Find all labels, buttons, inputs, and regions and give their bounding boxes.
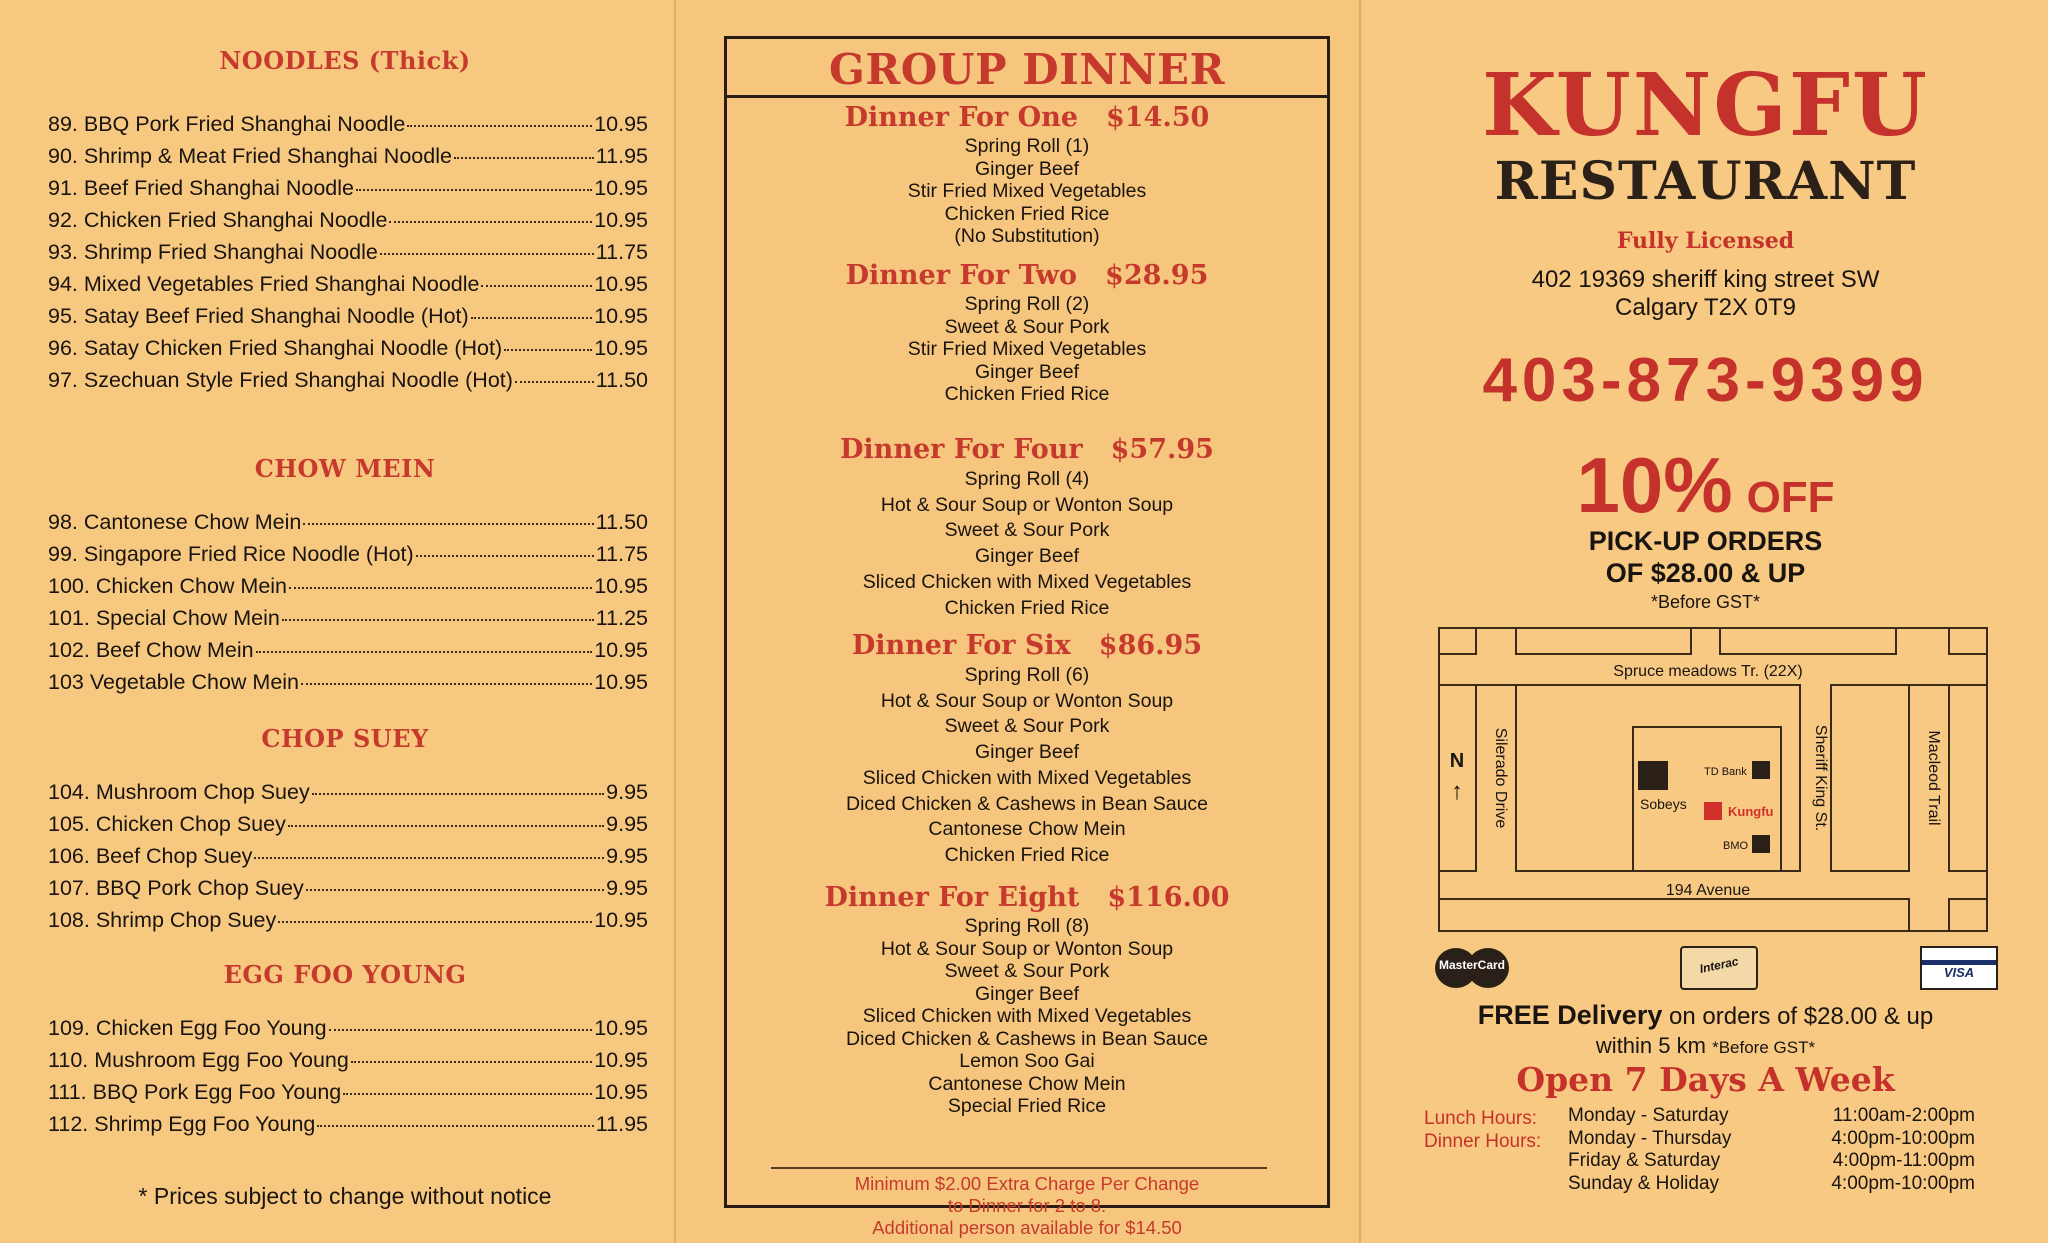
phone-number[interactable]: 403-873-9399 [1482, 346, 1929, 415]
dinner-for-six [727, 629, 1327, 869]
pickup-line-2: OF $28.00 & UP [1605, 558, 1806, 588]
hours-time: 4:00pm-11:00pm [1832, 1150, 1975, 1172]
group-dinner-box [724, 36, 1330, 1238]
dot-leader [380, 253, 594, 255]
dinner-course: Spring Roll (8) [964, 915, 1090, 937]
dinner-course: Cantonese Chow Mein [928, 818, 1126, 841]
dinner-heading [727, 881, 1327, 915]
dot-leader [303, 523, 593, 525]
menu-item-name: 98. Cantonese Chow Mein [48, 510, 302, 534]
dot-leader [289, 587, 592, 589]
menu-item [48, 780, 648, 812]
menu-item-price: 10.95 [594, 176, 648, 200]
menu-item-price: 10.95 [594, 1048, 648, 1072]
menu-item-name: 90. Shrimp & Meat Fried Shanghai Noodle [48, 144, 452, 168]
dinner-course: Diced Chicken & Cashews in Bean Sauce [845, 792, 1209, 815]
lunch-hours-label: Lunch Hours: [1424, 1108, 1538, 1129]
menu-item-price: 9.95 [606, 844, 648, 868]
dot-leader [301, 683, 592, 685]
menu-item [48, 1016, 648, 1048]
menu-item [48, 876, 648, 908]
menu-item-name: 94. Mixed Vegetables Fried Shanghai Noodle [48, 272, 480, 296]
delivery-text: on orders of $28.00 & up [1662, 1003, 1934, 1030]
menu-item [48, 304, 648, 336]
menu-item-price: 11.75 [595, 542, 648, 566]
dinner-name: Dinner For Four [840, 434, 1083, 465]
dinner-course: Ginger Beef [974, 360, 1080, 383]
dot-leader [343, 1093, 592, 1095]
menu-item [48, 812, 648, 844]
menu-item-name: 108. Shrimp Chop Suey [48, 908, 277, 932]
group-dinner-title: GROUP DINNER [727, 39, 1327, 98]
hours-time: 4:00pm-10:00pm [1831, 1172, 1975, 1194]
dot-leader [288, 825, 604, 827]
menu-item [48, 638, 648, 670]
menu-item [48, 368, 648, 400]
menu-item-price: 10.95 [594, 574, 648, 598]
delivery-line-1 [1363, 1000, 2048, 1031]
menu-item-name: 103 Vegetable Chow Mein [48, 670, 300, 694]
menu-item-name: 97. Szechuan Style Fried Shanghai Noodle (Hot) [48, 368, 513, 392]
restaurant-subtitle: RESTAURANT [1494, 151, 1917, 212]
dot-leader [416, 555, 594, 557]
menu-item-name: 107. BBQ Pork Chop Suey [48, 876, 304, 900]
menu-item-price: 11.50 [595, 368, 648, 392]
194-avenue-label: 194 Avenue [1665, 882, 1751, 899]
dinner-course: Sweet & Sour Pork [944, 960, 1110, 982]
price-change-note: * Prices subject to change without notice [138, 1183, 552, 1209]
sobeys-building [1638, 761, 1668, 790]
menu-item [48, 240, 648, 272]
discount-off: OFF [1746, 473, 1835, 522]
licensed-label: Fully Licensed [1616, 228, 1795, 254]
north-label: N [1449, 750, 1465, 772]
menu-item-price: 10.95 [594, 112, 648, 136]
interac-icon [1680, 946, 1758, 990]
dinner-course: Diced Chicken & Cashews in Bean Sauce [845, 1027, 1209, 1050]
hours-day: Monday - Thursday [1568, 1127, 1732, 1149]
menu-item-name: 106. Beef Chop Suey [48, 844, 253, 868]
menu-item-price: 11.50 [595, 510, 648, 534]
interac-label: Interac [1698, 954, 1740, 976]
restaurant-name: KUNGFU [1482, 55, 1929, 156]
hours-day: Friday & Saturday [1568, 1150, 1721, 1172]
menu-item [48, 112, 648, 144]
menu-item-name: 91. Beef Fried Shanghai Noodle [48, 176, 354, 200]
hours-days-column [1568, 1105, 1731, 1195]
td-bank-building [1752, 761, 1770, 779]
menu-item-price: 10.95 [594, 1016, 648, 1040]
dot-leader [329, 1029, 593, 1031]
dinner-course: Hot & Sour Soup or Wonton Soup [880, 493, 1174, 516]
dinner-course: Sweet & Sour Pork [944, 715, 1110, 738]
dinner-for-one [727, 101, 1327, 248]
dinner-price: $86.95 [1098, 630, 1203, 661]
dinner-course: Spring Roll (4) [964, 468, 1090, 490]
dinner-course: Sweet & Sour Pork [944, 519, 1110, 542]
section-title-noodles: NOODLES (Thick) [219, 46, 471, 75]
menu-item-price: 10.95 [594, 272, 648, 296]
menu-item-name: 93. Shrimp Fried Shanghai Noodle [48, 240, 378, 264]
menu-item-name: 89. BBQ Pork Fried Shanghai Noodle [48, 112, 406, 136]
delivery-line-2 [1363, 1033, 2048, 1059]
mastercard-label: MasterCard [1438, 958, 1506, 972]
note-line: to Dinner for 2 to 8. [947, 1195, 1107, 1216]
section-title-egg-foo-young: EGG FOO YOUNG [223, 960, 467, 989]
dinner-name: Dinner For Six [851, 630, 1071, 661]
menu-item [48, 574, 648, 606]
dinner-course: Sliced Chicken with Mixed Vegetables [862, 570, 1192, 593]
hours-day: Sunday & Holiday [1568, 1172, 1720, 1194]
noodles-list [48, 112, 648, 400]
dinner-heading [727, 433, 1327, 467]
visa-icon [1920, 946, 1998, 990]
dot-leader [389, 221, 592, 223]
delivery-gst-note: *Before GST* [1712, 1038, 1816, 1057]
dot-leader [504, 349, 592, 351]
menu-item [48, 176, 648, 208]
dinner-name: Dinner For Eight [824, 882, 1080, 913]
dinner-course: Ginger Beef [974, 982, 1080, 1005]
dot-leader [312, 793, 604, 795]
menu-item [48, 272, 648, 304]
dinner-course: Sweet & Sour Pork [944, 315, 1110, 338]
dinner-course: Hot & Sour Soup or Wonton Soup [880, 937, 1174, 960]
dot-leader [306, 889, 604, 891]
menu-item-name: 109. Chicken Egg Foo Young [48, 1016, 327, 1040]
dinner-course: Cantonese Chow Mein [928, 1072, 1126, 1095]
dot-leader [515, 381, 594, 383]
menu-item-name: 99. Singapore Fried Rice Noodle (Hot) [48, 542, 414, 566]
dinner-course: Stir Fried Mixed Vegetables [907, 338, 1147, 360]
menu-item-price: 10.95 [594, 1080, 648, 1104]
chow-mein-list [48, 510, 648, 702]
menu-item-name: 100. Chicken Chow Mein [48, 574, 288, 598]
menu-item-price: 10.95 [594, 304, 648, 328]
menu-item [48, 844, 648, 876]
menu-item-name: 95. Satay Beef Fried Shanghai Noodle (Hot) [48, 304, 469, 328]
dinner-course: Ginger Beef [974, 157, 1080, 180]
kungfu-location-marker[interactable] [1704, 802, 1722, 820]
dot-leader [282, 619, 594, 621]
menu-item [48, 542, 648, 574]
dinner-course: Sliced Chicken with Mixed Vegetables [862, 766, 1192, 789]
payment-methods [1363, 946, 2048, 994]
menu-item [48, 336, 648, 368]
dinner-course: Spring Roll (6) [964, 664, 1090, 686]
bmo-building [1752, 835, 1770, 853]
hours-time: 11:00am-2:00pm [1832, 1105, 1975, 1126]
menu-item-price: 11.25 [595, 606, 648, 630]
dot-leader [471, 317, 592, 319]
divider [771, 1167, 1267, 1169]
before-gst-note: *Before GST* [1650, 592, 1761, 612]
map-block [1949, 628, 1987, 654]
menu-item-name: 112. Shrimp Egg Foo Young [48, 1112, 316, 1136]
menu-item-price: 10.95 [594, 908, 648, 932]
menu-item-price: 9.95 [606, 876, 648, 900]
dot-leader [351, 1061, 592, 1063]
pickup-line-1: PICK-UP ORDERS [1588, 526, 1823, 556]
td-bank-label: TD Bank [1704, 766, 1747, 778]
map-block [1516, 628, 1691, 654]
menu-panel-group-dinner [678, 0, 1361, 1243]
silerado-drive-label: Silerado Drive [1492, 727, 1509, 829]
hours-day: Monday - Saturday [1568, 1105, 1729, 1126]
discount-offer [1363, 440, 2048, 531]
menu-item [48, 1080, 648, 1112]
menu-item [48, 1048, 648, 1080]
menu-item [48, 606, 648, 638]
menu-item-name: 105. Chicken Chop Suey [48, 812, 286, 836]
dinner-name: Dinner For Two [845, 260, 1078, 291]
menu-item-price: 10.95 [594, 208, 648, 232]
dinner-course: Chicken Fried Rice [944, 383, 1110, 405]
menu-item-name: 101. Special Chow Mein [48, 606, 280, 630]
menu-item-name: 92. Chicken Fried Shanghai Noodle [48, 208, 388, 232]
menu-item-name: 102. Beef Chow Mein [48, 638, 254, 662]
location-map [1438, 627, 1988, 932]
section-title-chop-suey: CHOP SUEY [261, 724, 429, 753]
info-panel [1363, 0, 2048, 1243]
dot-leader [356, 189, 592, 191]
mastercard-icon [1431, 946, 1513, 990]
menu-item-price: 11.95 [595, 1112, 648, 1136]
menu-item [48, 510, 648, 542]
dot-leader [317, 1125, 593, 1127]
free-delivery-label: FREE Delivery [1477, 1000, 1663, 1030]
menu-item-name: 104. Mushroom Chop Suey [48, 780, 310, 804]
note-line: Additional person available for $14.50 [872, 1217, 1182, 1238]
delivery-radius: within 5 km [1595, 1033, 1713, 1058]
sheriff-king-label: Sheriff King St. [1812, 724, 1829, 832]
sobeys-label: Sobeys [1640, 796, 1687, 812]
dinner-for-four [727, 433, 1327, 621]
chop-suey-list [48, 780, 648, 940]
dinner-heading [727, 101, 1327, 135]
dinner-course: (No Substitution) [954, 225, 1100, 247]
menu-item-price: 10.95 [594, 638, 648, 662]
menu-item-name: 111. BBQ Pork Egg Foo Young [48, 1080, 342, 1104]
dinner-for-two [727, 259, 1327, 406]
dinner-course: Ginger Beef [974, 741, 1080, 764]
macleod-trail-label: Macleod Trail [1925, 730, 1942, 826]
menu-item-price: 11.75 [595, 240, 648, 264]
map-block [1439, 899, 1909, 931]
address-line-2: Calgary T2X 0T9 [1615, 294, 1796, 321]
dot-leader [278, 921, 592, 923]
address-line-1: 402 19369 sheriff king street SW [1531, 266, 1880, 293]
dot-leader [407, 125, 592, 127]
menu-item-price: 9.95 [606, 812, 648, 836]
dot-leader [454, 157, 594, 159]
dinner-course: Chicken Fried Rice [944, 202, 1110, 225]
dinner-price: $57.95 [1110, 434, 1214, 465]
note-line: Minimum $2.00 Extra Charge Per Change [854, 1173, 1200, 1194]
dinner-hours-label: Dinner Hours: [1424, 1131, 1542, 1152]
menu-item [48, 1112, 648, 1144]
dinner-price: $116.00 [1107, 882, 1230, 913]
dinner-name: Dinner For One [844, 102, 1079, 133]
dinner-course: Ginger Beef [974, 545, 1080, 568]
menu-item-price: 10.95 [594, 670, 648, 694]
dinner-course: Special Fried Rice [947, 1095, 1107, 1117]
kungfu-map-label: Kungfu [1728, 804, 1774, 819]
north-arrow-icon: ↑ [1451, 778, 1463, 805]
dinner-course: Spring Roll (1) [964, 135, 1090, 157]
map-block [1831, 685, 1909, 871]
menu-item [48, 208, 648, 240]
egg-foo-young-list [48, 1016, 648, 1144]
visa-label: VISA [1922, 960, 1996, 980]
dot-leader [256, 651, 593, 653]
dinner-course: Lemon Soo Gai [959, 1050, 1095, 1072]
menu-item-price: 9.95 [606, 780, 648, 804]
dinner-for-eight [727, 881, 1327, 1118]
dinner-course: Chicken Fried Rice [944, 843, 1110, 866]
map-block [1949, 899, 1987, 931]
dinner-course: Hot & Sour Soup or Wonton Soup [880, 689, 1174, 712]
menu-panel-left [0, 0, 676, 1243]
hours-time: 4:00pm-10:00pm [1831, 1127, 1975, 1149]
menu-item [48, 908, 648, 940]
menu-item [48, 670, 648, 702]
menu-item-price: 10.95 [594, 336, 648, 360]
map-block [1720, 628, 1896, 654]
bmo-label: BMO [1723, 840, 1749, 852]
discount-percent: 10% [1576, 441, 1733, 529]
dinner-price: $14.50 [1106, 102, 1210, 133]
map-block [1439, 628, 1476, 654]
dinner-price: $28.95 [1105, 260, 1209, 291]
dot-leader [481, 285, 592, 287]
open-days-heading: Open 7 Days A Week [1516, 1060, 1895, 1099]
menu-item-name: 96. Satay Chicken Fried Shanghai Noodle (Hot) [48, 336, 503, 360]
dinner-course: Chicken Fried Rice [944, 596, 1110, 619]
dinner-heading [727, 629, 1327, 663]
dinner-course: Spring Roll (2) [964, 293, 1090, 315]
dinner-course: Sliced Chicken with Mixed Vegetables [862, 1005, 1192, 1027]
menu-item-name: 110. Mushroom Egg Foo Young [48, 1048, 349, 1072]
menu-item [48, 144, 648, 176]
map-block [1949, 685, 1987, 871]
section-title-chow-mein: CHOW MEIN [254, 454, 436, 483]
menu-item-price: 11.95 [595, 144, 648, 168]
spruce-meadows-label: Spruce meadows Tr. (22X) [1613, 663, 1803, 680]
dinner-heading [727, 259, 1327, 293]
hours-times-column [1818, 1105, 1975, 1195]
dot-leader [254, 857, 604, 859]
dinner-course: Stir Fried Mixed Vegetables [907, 180, 1147, 202]
group-dinner-note [727, 1173, 1327, 1239]
